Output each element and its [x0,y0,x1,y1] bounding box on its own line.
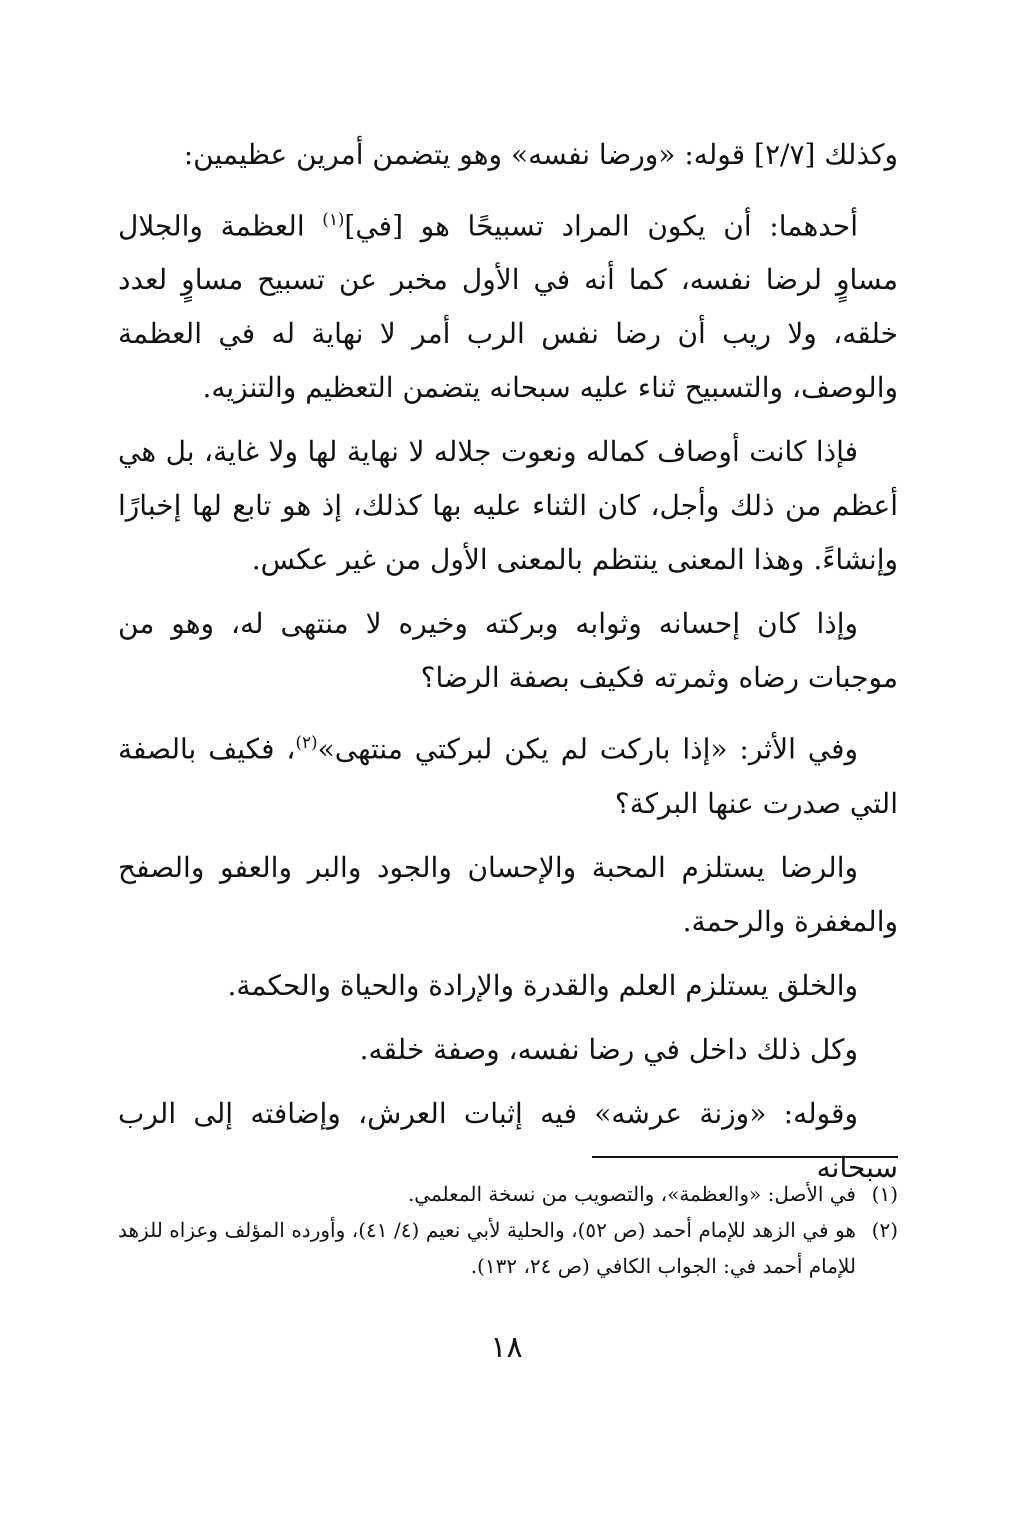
footnote-divider [592,1156,898,1158]
footnote-2 [118,1212,898,1284]
paragraph-9: وقوله: «وزنة عرشه» فيه إثبات العرش، وإضافته إلى الرب سبحانه [118,1096,898,1184]
footnote-number: (١) [871,1182,898,1206]
paragraph-3: فإذا كانت أوصاف كماله ونعوت جلاله لا نهاية لها ولا غاية، بل هي أعظم من ذلك وأجل، كان الثناء عليه بها كذلك، إذ هو تابع لها إخبارًا وإنشاءً. وهذا المعنى ينتظم بالمعنى الأول من غير عكس. [118,435,898,577]
footnote-1 [118,1176,898,1212]
paragraph-2 [118,192,898,415]
paragraph-2-start: أحدهما: أن يكون المراد تسبيحًا هو [في] [344,209,858,243]
paragraph-6: والرضا يستلزم المحبة والإحسان والجود والبر والعفو والصفح والمغفرة والرحمة. [118,850,898,938]
footnotes [118,1176,898,1284]
footnote-text: في الأصل: «والعظمة»، والتصويب من نسخة المعلمي. [407,1182,856,1206]
paragraph-2-rest: العظمة والجلال مساوٍ لرضا نفسه، كما أنه في الأول مخبر عن تسبيح مساوٍ لعدد خلقه، ولا ريب أن رضا نفس الرب أمر لا نهاية له في العظمة والوصف، والتسبيح ثناء عليه سبحانه يتضمن التعظيم والتنزيه. [118,209,898,405]
paragraph-5-start: وفي الأثر: «إذا باركت لم يكن لبركتي منتهى» [317,732,858,766]
paragraph-5 [118,715,898,830]
footnote-text: هو في الزهد للإمام أحمد (ص ٥٢)، والحلية لأبي نعيم (٤/ ٤١)، وأورده المؤلف وعزاه للزهد للإمام أحمد في: الجواب الكافي (ص ٢٤، ١٣٢). [118,1218,856,1278]
paragraph-7: والخلق يستلزم العلم والقدرة والإرادة والحياة والحكمة. [227,968,858,1002]
paragraph-8: وكل ذلك داخل في رضا نفسه، وصفة خلقه. [359,1032,858,1066]
footnote-number: (٢) [871,1218,898,1242]
footnote-ref-1: (١) [322,209,345,229]
page-number: ١٨ [490,1330,523,1365]
paragraph-1: وكذلك [٢/٧] قوله: «ورضا نفسه» وهو يتضمن أمرين عظيمين: [183,138,898,171]
main-text [118,128,898,1205]
footnote-ref-2: (٢) [295,732,318,753]
paragraph-5-rest: ، فكيف بالصفة التي صدرت عنها البركة؟ [118,732,898,820]
paragraph-4: وإذا كان إحسانه وثوابه وبركته وخيره لا منتهى له، وهو من موجبات رضاه وثمرته فكيف بصفة الرضا؟ [118,607,898,695]
